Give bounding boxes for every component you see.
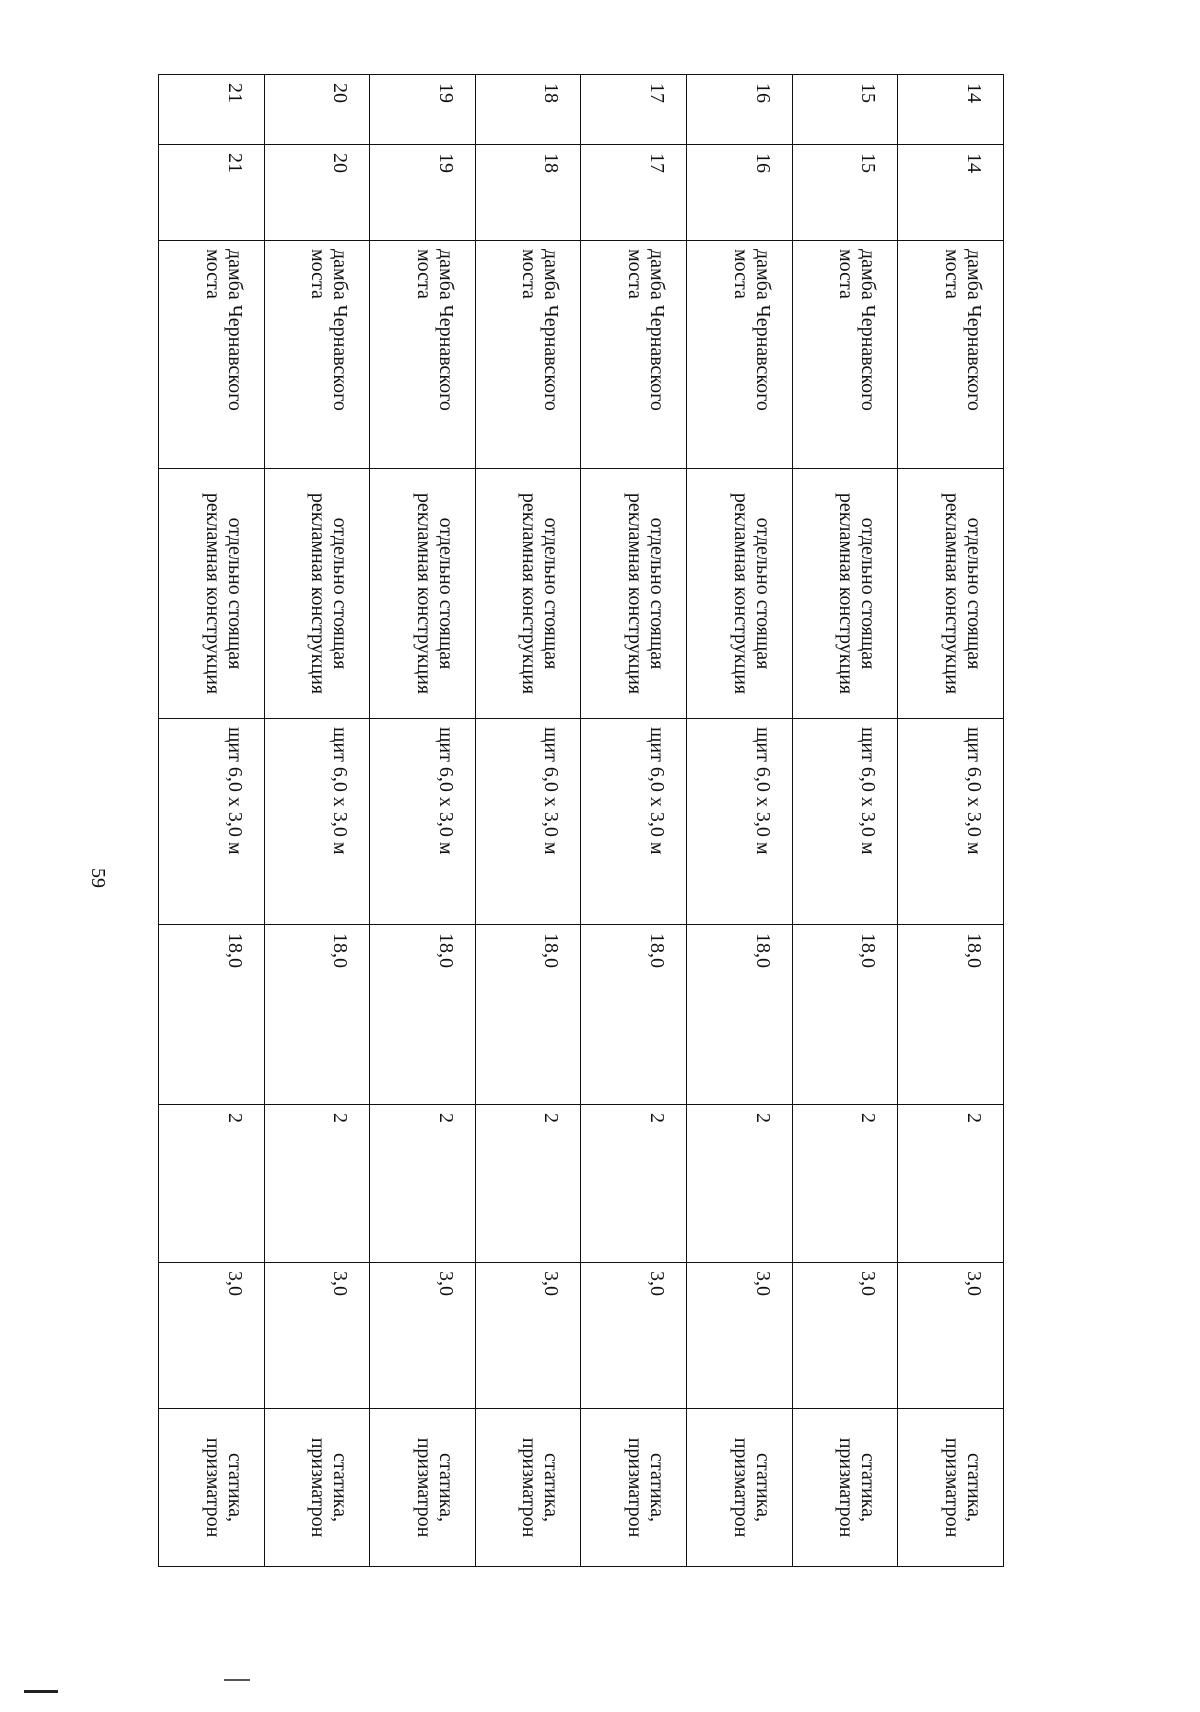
table-row xyxy=(475,75,581,1567)
cell-index: 14 xyxy=(898,75,1004,145)
cell-location: дамба Чернавского моста xyxy=(370,241,476,469)
cell-technology: статика, призматрон xyxy=(370,1409,476,1567)
cell-index: 16 xyxy=(687,75,793,145)
cell-type: отдельно стоящая рекламная конструкция xyxy=(898,469,1004,719)
cell-area: 18,0 xyxy=(687,925,793,1105)
cell-number: 14 xyxy=(898,145,1004,241)
cell-number: 16 xyxy=(687,145,793,241)
cell-area: 18,0 xyxy=(792,925,898,1105)
cell-area: 18,0 xyxy=(264,925,370,1105)
cell-size: щит 6,0 х 3,0 м xyxy=(370,719,476,925)
cell-area: 18,0 xyxy=(581,925,687,1105)
cell-height: 3,0 xyxy=(475,1263,581,1409)
cell-type: отдельно стоящая рекламная конструкция xyxy=(264,469,370,719)
cell-sides: 2 xyxy=(475,1105,581,1263)
cell-number: 20 xyxy=(264,145,370,241)
table-container xyxy=(158,74,1200,1538)
advertising-structures-table xyxy=(158,74,1004,1567)
cell-size: щит 6,0 х 3,0 м xyxy=(898,719,1004,925)
table-row xyxy=(370,75,476,1567)
cell-size: щит 6,0 х 3,0 м xyxy=(264,719,370,925)
cell-height: 3,0 xyxy=(792,1263,898,1409)
cell-height: 3,0 xyxy=(581,1263,687,1409)
cell-number: 19 xyxy=(370,145,476,241)
cell-height: 3,0 xyxy=(264,1263,370,1409)
cell-location: дамба Чернавского моста xyxy=(898,241,1004,469)
table-row xyxy=(792,75,898,1567)
cell-location: дамба Чернавского моста xyxy=(581,241,687,469)
cell-index: 21 xyxy=(159,75,265,145)
cell-technology: статика, призматрон xyxy=(898,1409,1004,1567)
cell-height: 3,0 xyxy=(687,1263,793,1409)
cell-type: отдельно стоящая рекламная конструкция xyxy=(475,469,581,719)
cell-size: щит 6,0 х 3,0 м xyxy=(475,719,581,925)
cell-sides: 2 xyxy=(370,1105,476,1263)
cell-technology: статика, призматрон xyxy=(159,1409,265,1567)
cell-type: отдельно стоящая рекламная конструкция xyxy=(792,469,898,719)
cell-index: 15 xyxy=(792,75,898,145)
cell-sides: 2 xyxy=(792,1105,898,1263)
cell-height: 3,0 xyxy=(159,1263,265,1409)
cell-sides: 2 xyxy=(687,1105,793,1263)
cell-location: дамба Чернавского моста xyxy=(264,241,370,469)
scan-mark xyxy=(224,1679,250,1681)
cell-location: дамба Чернавского моста xyxy=(792,241,898,469)
cell-type: отдельно стоящая рекламная конструкция xyxy=(159,469,265,719)
cell-technology: статика, призматрон xyxy=(264,1409,370,1567)
cell-technology: статика, призматрон xyxy=(687,1409,793,1567)
rotated-table-frame xyxy=(158,74,1004,1566)
table-row xyxy=(581,75,687,1567)
cell-area: 18,0 xyxy=(475,925,581,1105)
cell-sides: 2 xyxy=(159,1105,265,1263)
cell-index: 20 xyxy=(264,75,370,145)
cell-number: 17 xyxy=(581,145,687,241)
cell-type: отдельно стоящая рекламная конструкция xyxy=(581,469,687,719)
cell-number: 18 xyxy=(475,145,581,241)
cell-number: 21 xyxy=(159,145,265,241)
cell-height: 3,0 xyxy=(370,1263,476,1409)
cell-location: дамба Чернавского моста xyxy=(475,241,581,469)
cell-sides: 2 xyxy=(898,1105,1004,1263)
cell-size: щит 6,0 х 3,0 м xyxy=(581,719,687,925)
cell-size: щит 6,0 х 3,0 м xyxy=(687,719,793,925)
cell-type: отдельно стоящая рекламная конструкция xyxy=(370,469,476,719)
cell-type: отдельно стоящая рекламная конструкция xyxy=(687,469,793,719)
cell-number: 15 xyxy=(792,145,898,241)
page-number: 59 xyxy=(87,868,109,888)
table-row xyxy=(687,75,793,1567)
cell-height: 3,0 xyxy=(898,1263,1004,1409)
cell-index: 17 xyxy=(581,75,687,145)
table-row xyxy=(264,75,370,1567)
cell-index: 19 xyxy=(370,75,476,145)
cell-sides: 2 xyxy=(581,1105,687,1263)
cell-sides: 2 xyxy=(264,1105,370,1263)
cell-area: 18,0 xyxy=(370,925,476,1105)
cell-size: щит 6,0 х 3,0 м xyxy=(159,719,265,925)
cell-index: 18 xyxy=(475,75,581,145)
cell-size: щит 6,0 х 3,0 м xyxy=(792,719,898,925)
table-row xyxy=(898,75,1004,1567)
page-edge-mark xyxy=(24,1690,58,1693)
cell-area: 18,0 xyxy=(898,925,1004,1105)
cell-location: дамба Чернавского моста xyxy=(159,241,265,469)
cell-technology: статика, призматрон xyxy=(581,1409,687,1567)
cell-location: дамба Чернавского моста xyxy=(687,241,793,469)
cell-technology: статика, призматрон xyxy=(792,1409,898,1567)
cell-technology: статика, призматрон xyxy=(475,1409,581,1567)
cell-area: 18,0 xyxy=(159,925,265,1105)
table-row xyxy=(159,75,265,1567)
